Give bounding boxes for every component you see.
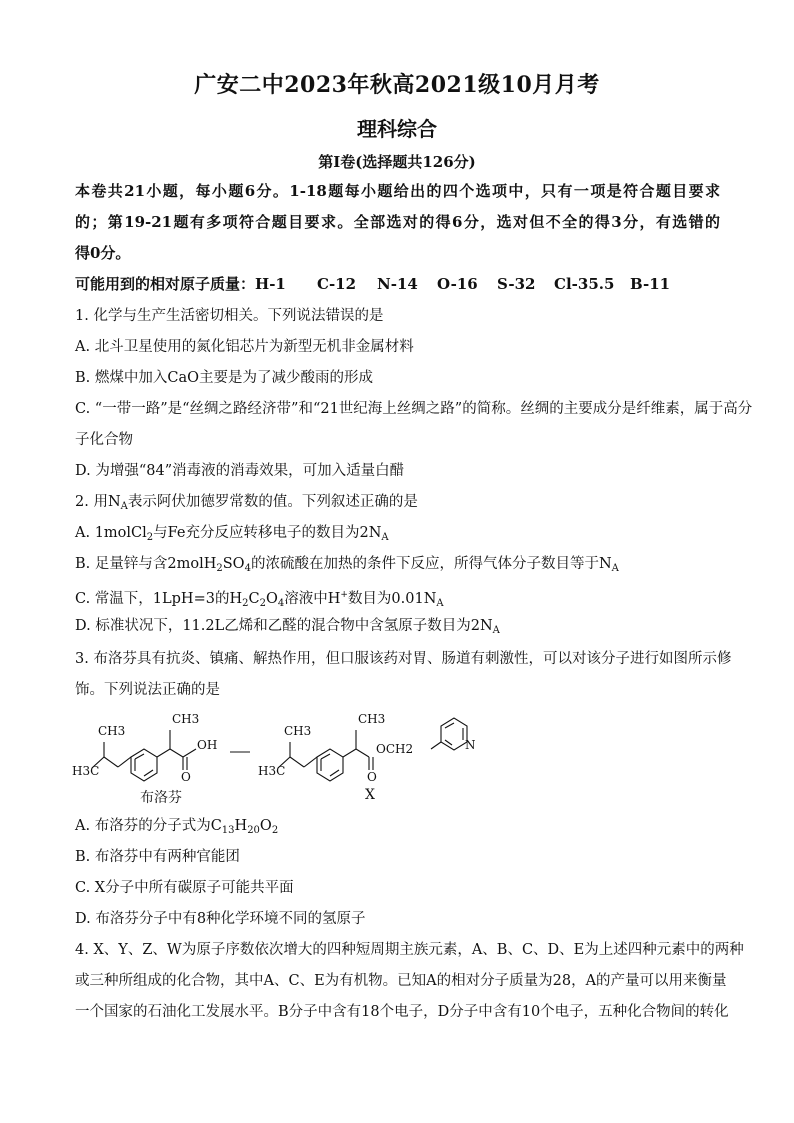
mass-item: Cl-35.5 (554, 275, 615, 293)
bond (431, 742, 441, 749)
q1-option-d: D. 为增强“84”消毒液的消毒效果，可加入适量白醋 (75, 463, 405, 479)
text: C (248, 591, 260, 607)
bond (445, 723, 454, 728)
exam-title: 广安二中2023年秋高2021级10月月考 (194, 72, 600, 98)
mass-item: S-32 (497, 275, 536, 293)
subject-title: 理科综合 (357, 117, 437, 141)
q2-option-c (75, 585, 720, 614)
bond (321, 754, 330, 759)
text: H (234, 818, 248, 834)
text: D. 标准状况下，11.2L乙烯和乙醛的混合物中含氢原子数目为2N (75, 618, 493, 634)
ch3-label: CH3 (284, 724, 312, 738)
q1-option-a: A. 北斗卫星使用的氮化铝芯片为新型无机非金属材料 (75, 339, 414, 355)
text: 溶液中H (284, 591, 341, 607)
och2-label: OCH2 (376, 742, 414, 756)
bond (157, 749, 170, 757)
n-label: N (465, 738, 476, 752)
text: C. 常温下，1LpH=3的H (75, 591, 243, 607)
q2-stem-text: 表示阿伏加德罗常数的值。下列叙述正确的是 (127, 494, 418, 510)
q4-line-1: 4. X、Y、Z、W为原子序数依次增大的四种短周期主族元素，A、B、C、D、E为上述四种元素中的两种 (75, 942, 744, 958)
bond (183, 749, 196, 757)
bond (118, 757, 131, 767)
text: 与Fe充分反应转移电子的数目为2N (153, 525, 382, 541)
h3c-label: H3C (72, 764, 100, 778)
mass-item: N-14 (377, 275, 418, 293)
mass-item: C-12 (317, 275, 357, 293)
subscript: 2 (146, 532, 154, 543)
text: 的浓硫酸在加热的条件下反应，所得气体分子数目等于N (250, 556, 612, 572)
subscript: A (436, 598, 444, 609)
bond (356, 749, 369, 757)
subscript: 2 (259, 598, 266, 609)
ibuprofen-reaction-diagram (60, 712, 580, 807)
q3-option-d: D. 布洛芬分子中有8种化学环境不同的氢原子 (75, 911, 366, 927)
bond (343, 749, 356, 757)
section-title: 第I卷(选择题共126分) (318, 153, 476, 171)
subscript: 2 (242, 598, 249, 609)
mass-item: H-1 (255, 275, 286, 293)
mass-item: B-11 (630, 275, 671, 293)
atomic-masses (75, 274, 720, 294)
subscript: 4 (277, 598, 285, 609)
text: O (259, 818, 272, 834)
bond (144, 770, 153, 776)
product-x-label: X (365, 787, 375, 803)
q1-option-c-line-2: 子化合物 (75, 432, 133, 448)
bond (135, 754, 144, 759)
subscript: A (381, 532, 389, 543)
mass-item: O-16 (437, 275, 478, 293)
subscript: 2 (271, 825, 279, 836)
bond (304, 757, 317, 767)
superscript: + (340, 590, 348, 600)
q3-option-b: B. 布洛芬中有两种官能团 (75, 849, 240, 865)
ch3-label: CH3 (98, 724, 126, 738)
bond (170, 749, 183, 757)
q1-option-b: B. 燃煤中加入CaO主要是为了减少酸雨的形成 (75, 370, 373, 386)
q2-stem (75, 492, 720, 517)
instructions-line-2: 的；第19-21题有多项符合题目要求。全部选对的得6分，选对但不全的得3分，有选错的 (75, 213, 720, 231)
bond (445, 740, 452, 745)
oh-label: OH (197, 738, 218, 752)
instructions-line-3: 得0分。 (75, 244, 131, 262)
text: B. 足量锌与含2molH (75, 556, 217, 572)
q2-stem-text: 2. 用N (75, 494, 121, 510)
q4-line-3: 一个国家的石油化工发展水平。B分子中含有18个电子，D分子中含有10个电子，五种化合物间的转化 (75, 1004, 729, 1020)
q3-stem-line-1: 3. 布洛芬具有抗炎、镇痛、解热作用，但口服该药对胃、肠道有刺激性，可以对该分子进行如图所示修 (75, 651, 732, 667)
q3-option-a (75, 816, 720, 841)
ch3-label: CH3 (358, 712, 386, 726)
subscript: 2 (216, 563, 223, 574)
ch3-label: CH3 (172, 712, 200, 726)
subscript: 13 (221, 825, 235, 836)
o-label: O (181, 770, 191, 784)
instructions-line-1: 本卷共21小题，每小题6分。1-18题每小题给出的四个选项中，只有一项是符合题目要求 (75, 182, 720, 200)
q1-stem: 1. 化学与生产生活密切相关。下列说法错误的是 (75, 308, 384, 324)
o-label: O (367, 770, 377, 784)
bond (330, 770, 339, 776)
ibuprofen-label: 布洛芬 (140, 790, 182, 806)
bond (104, 757, 118, 767)
subscript: 20 (247, 825, 260, 836)
q3-option-c: C. X分子中所有碳原子可能共平面 (75, 880, 294, 896)
h3c-label: H3C (258, 764, 286, 778)
text: O (265, 591, 278, 607)
text: A. 1molCl (75, 525, 147, 541)
q4-line-2: 或三种所组成的化合物，其中A、C、E为有机物。已知A的相对分子质量为28，A的产量可以用来衡量 (75, 973, 727, 989)
atomic-masses-label: 可能用到的相对原子质量： (75, 275, 256, 293)
bond (290, 757, 304, 767)
subscript: 4 (244, 563, 251, 574)
q1-option-c-line-1: C. “一带一路”是“丝绸之路经济带”和“21世纪海上丝绸之路”的简称。丝绸的主要成分是纤维素，属于高分 (75, 401, 753, 417)
structure-svg (60, 712, 580, 807)
text: SO (222, 556, 245, 572)
text: A. 布洛芬的分子式为C (75, 818, 222, 834)
q3-stem-line-2: 饰。下列说法正确的是 (75, 682, 220, 698)
q2-option-a (75, 523, 720, 548)
q2-option-b (75, 554, 720, 579)
subscript: A (120, 501, 128, 512)
subscript: A (492, 625, 500, 636)
q2-option-d (75, 616, 720, 641)
text: 数目为0.01N (347, 591, 437, 607)
subscript: A (611, 563, 619, 574)
